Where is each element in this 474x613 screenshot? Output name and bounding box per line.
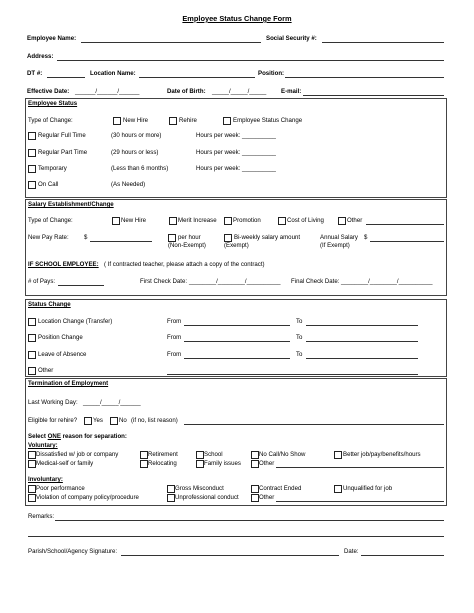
- better-job-checkbox[interactable]: [334, 451, 342, 459]
- no-call-no-show-label: No Call/No Show: [259, 451, 306, 458]
- unqualified-checkbox[interactable]: [334, 485, 342, 493]
- full-time-checkbox[interactable]: [28, 132, 36, 140]
- select-reason-text: reason for separation:: [62, 433, 127, 440]
- remarks-line-1[interactable]: [55, 520, 444, 521]
- non-exempt-label: (Non-Exempt): [168, 242, 206, 249]
- gross-misconduct-label: Gross Misconduct: [175, 485, 224, 492]
- leave-of-absence-checkbox[interactable]: [28, 351, 36, 359]
- rehire-yes-checkbox[interactable]: [84, 417, 92, 425]
- effective-date-field[interactable]: ______/______/______: [75, 88, 140, 95]
- contract-ended-checkbox[interactable]: [251, 485, 259, 493]
- unprofessional-checkbox[interactable]: [167, 494, 175, 502]
- leave-to-field[interactable]: [306, 358, 418, 359]
- voluntary-other-checkbox[interactable]: [251, 460, 259, 468]
- location-change-checkbox[interactable]: [28, 318, 36, 326]
- signature-date-field[interactable]: [361, 555, 444, 556]
- involuntary-other-label: Other: [259, 494, 275, 501]
- unprofessional-label: Unprofessional conduct: [175, 494, 239, 501]
- temporary-note: (Less than 6 months): [111, 165, 169, 172]
- signature-date-label: Date:: [344, 548, 359, 555]
- leave-of-absence-label: Leave of Absence: [38, 351, 87, 358]
- pay-rate-field[interactable]: [90, 241, 152, 242]
- school-employee-note: ( If contracted teacher, please attach a copy of the contract): [104, 261, 265, 268]
- eligible-rehire-label: Eligible for rehire?: [28, 417, 78, 424]
- if-exempt-label: (If Exempt): [320, 242, 350, 249]
- ssn-field[interactable]: [322, 42, 444, 43]
- cost-of-living-checkbox[interactable]: [278, 217, 286, 225]
- rehire-no-label: No: [119, 417, 127, 424]
- last-working-day-label: Last Working Day:: [28, 399, 78, 406]
- signature-label: Parish/School/Agency Signature:: [28, 548, 118, 555]
- voluntary-other-label: Other: [259, 460, 275, 467]
- position-field[interactable]: [285, 77, 444, 78]
- employee-name-field[interactable]: [81, 42, 261, 43]
- position-change-label: Position Change: [38, 334, 83, 341]
- poor-performance-label: Poor performance: [36, 485, 85, 492]
- involuntary-other-field[interactable]: [276, 501, 444, 502]
- rehire-no-note: (if no, list reason): [131, 417, 178, 424]
- salary-other-label: Other: [347, 217, 363, 224]
- remarks-label: Remarks:: [28, 513, 55, 520]
- involuntary-other-checkbox[interactable]: [251, 494, 259, 502]
- part-time-checkbox[interactable]: [28, 149, 36, 157]
- form-title: Employee Status Change Form: [182, 14, 292, 23]
- new-pay-rate-label: New Pay Rate:: [28, 234, 69, 241]
- involuntary-heading: Involuntary:: [28, 476, 63, 483]
- exempt-label: (Exempt): [224, 242, 249, 249]
- position-change-to-field[interactable]: [306, 341, 418, 342]
- status-other-label: Other: [38, 367, 54, 374]
- annual-salary-field[interactable]: [370, 241, 444, 242]
- termination-heading: Termination of Employment: [28, 380, 109, 387]
- violation-checkbox[interactable]: [28, 494, 36, 502]
- num-pays-field[interactable]: [58, 285, 104, 286]
- rehire-yes-label: Yes: [93, 417, 103, 424]
- ssn-label: Social Security #:: [266, 35, 317, 42]
- salary-other-field[interactable]: [366, 224, 444, 225]
- on-call-note: (As Needed): [111, 181, 146, 188]
- temporary-label: Temporary: [38, 165, 67, 172]
- rehire-label: Rehire: [179, 117, 197, 124]
- employee-status-heading: Employee Status: [28, 100, 78, 107]
- select-word: Select: [28, 433, 46, 440]
- location-change-to-field[interactable]: [306, 325, 418, 326]
- voluntary-heading: Voluntary:: [28, 442, 58, 449]
- position-change-checkbox[interactable]: [28, 334, 36, 342]
- email-field[interactable]: [303, 95, 444, 96]
- temporary-checkbox[interactable]: [28, 165, 36, 173]
- email-label: E-mail:: [281, 88, 302, 95]
- status-change-heading: Status Change: [28, 301, 71, 308]
- family-issues-label: Family issues: [204, 460, 241, 467]
- relocating-label: Relocating: [148, 460, 177, 467]
- gross-misconduct-checkbox[interactable]: [167, 485, 175, 493]
- salary-type-of-change-label: Type of Change:: [28, 217, 73, 224]
- position-label: Position:: [258, 70, 285, 77]
- retirement-checkbox[interactable]: [140, 451, 148, 459]
- remarks-line-2[interactable]: [28, 536, 444, 537]
- annual-salary-label: Annual Salary: [320, 234, 358, 241]
- per-hour-label: per hour: [178, 234, 201, 241]
- type-of-change-label: Type of Change:: [28, 117, 73, 124]
- school-checkbox[interactable]: [196, 451, 204, 459]
- address-label: Address:: [27, 53, 54, 60]
- position-change-to-label: To: [296, 334, 303, 341]
- better-job-label: Better job/pay/benefits/hours: [343, 451, 421, 458]
- full-time-label: Regular Full Time: [38, 132, 86, 139]
- location-change-to-label: To: [296, 318, 303, 325]
- dt-field[interactable]: [47, 77, 85, 78]
- select-one-word: ONE: [47, 433, 61, 440]
- employee-status-section: [25, 98, 447, 198]
- salary-other-checkbox[interactable]: [338, 217, 346, 225]
- location-change-from-label: From: [167, 318, 182, 325]
- pay-rate-dollar: $: [84, 234, 88, 241]
- new-hire-checkbox[interactable]: [113, 117, 121, 125]
- on-call-checkbox[interactable]: [28, 181, 36, 189]
- relocating-checkbox[interactable]: [140, 460, 148, 468]
- new-hire-label: New Hire: [123, 117, 149, 124]
- status-change-section: [25, 299, 447, 377]
- location-name-field[interactable]: [139, 77, 255, 78]
- location-change-from-field[interactable]: [184, 325, 290, 326]
- leave-from-field[interactable]: [184, 358, 290, 359]
- promotion-label: Promotion: [233, 217, 261, 224]
- status-change-checkbox[interactable]: [223, 117, 231, 125]
- family-issues-checkbox[interactable]: [196, 460, 204, 468]
- salary-heading: Salary Establishment/Change: [28, 201, 114, 208]
- effective-date-label: Effective Date:: [27, 88, 70, 95]
- medical-checkbox[interactable]: [28, 460, 36, 468]
- final-check-label: Final Check Date:: [291, 278, 340, 285]
- promotion-checkbox[interactable]: [224, 217, 232, 225]
- select-reason-instruction: [28, 433, 127, 441]
- part-time-hours[interactable]: Hours per week: __________: [196, 149, 276, 156]
- contract-ended-label: Contract Ended: [259, 485, 302, 492]
- on-call-label: On Call: [38, 181, 59, 188]
- merit-increase-checkbox[interactable]: [169, 217, 177, 225]
- violation-label: Violation of company policy/procedure: [36, 494, 139, 501]
- final-check-field[interactable]: ________/________/__________: [341, 278, 433, 285]
- num-pays-label: # of Pays:: [28, 278, 56, 285]
- biweekly-checkbox[interactable]: [224, 234, 232, 242]
- leave-from-label: From: [167, 351, 182, 358]
- retirement-label: Retirement: [148, 451, 178, 458]
- position-change-from-field[interactable]: [184, 341, 290, 342]
- location-change-label: Location Change (Transfer): [38, 318, 113, 325]
- dob-field[interactable]: _____/_____/_____: [212, 88, 267, 95]
- dissatisfied-label: Dissatisfied w/ job or company: [36, 451, 119, 458]
- dob-label: Date of Birth:: [167, 88, 206, 95]
- dissatisfied-checkbox[interactable]: [28, 451, 36, 459]
- rehire-no-checkbox[interactable]: [110, 417, 118, 425]
- last-working-day-field[interactable]: _____/_____/______: [83, 399, 141, 406]
- merit-increase-label: Merit Increase: [178, 217, 217, 224]
- employee-name-label: Employee Name:: [27, 35, 77, 42]
- voluntary-other-field[interactable]: [276, 467, 444, 468]
- status-other-checkbox[interactable]: [28, 367, 36, 375]
- leave-to-label: To: [296, 351, 303, 358]
- dt-label: DT #:: [27, 70, 43, 77]
- status-other-field[interactable]: [167, 374, 418, 375]
- per-hour-checkbox[interactable]: [168, 234, 176, 242]
- full-time-note: (30 hours or more): [111, 132, 162, 139]
- school-label: School: [204, 451, 223, 458]
- temporary-hours[interactable]: Hours per week: __________: [196, 165, 276, 172]
- part-time-note: (29 hours or less): [111, 149, 159, 156]
- rehire-reason-field[interactable]: [184, 424, 444, 425]
- unqualified-label: Unqualified for job: [343, 485, 393, 492]
- salary-new-hire-label: New Hire: [121, 217, 147, 224]
- full-time-hours[interactable]: Hours per week: __________: [196, 132, 276, 139]
- first-check-field[interactable]: ________/________/__________: [189, 278, 281, 285]
- status-change-label: Employee Status Change: [233, 117, 303, 124]
- location-name-label: Location Name:: [90, 70, 136, 77]
- signature-field[interactable]: [121, 555, 339, 556]
- cost-of-living-label: Cost of Living: [287, 217, 324, 224]
- rehire-checkbox[interactable]: [169, 117, 177, 125]
- no-call-no-show-checkbox[interactable]: [251, 451, 259, 459]
- position-change-from-label: From: [167, 334, 182, 341]
- biweekly-label: Bi-weekly salary amount: [234, 234, 301, 241]
- annual-salary-dollar: $: [364, 234, 368, 241]
- school-employee-label: IF SCHOOL EMPLOYEE:: [28, 261, 99, 268]
- medical-label: Medical-self or family: [36, 460, 94, 467]
- part-time-label: Regular Part Time: [38, 149, 88, 156]
- first-check-label: First Check Date:: [140, 278, 188, 285]
- poor-performance-checkbox[interactable]: [28, 485, 36, 493]
- address-field[interactable]: [57, 60, 444, 61]
- salary-new-hire-checkbox[interactable]: [112, 217, 120, 225]
